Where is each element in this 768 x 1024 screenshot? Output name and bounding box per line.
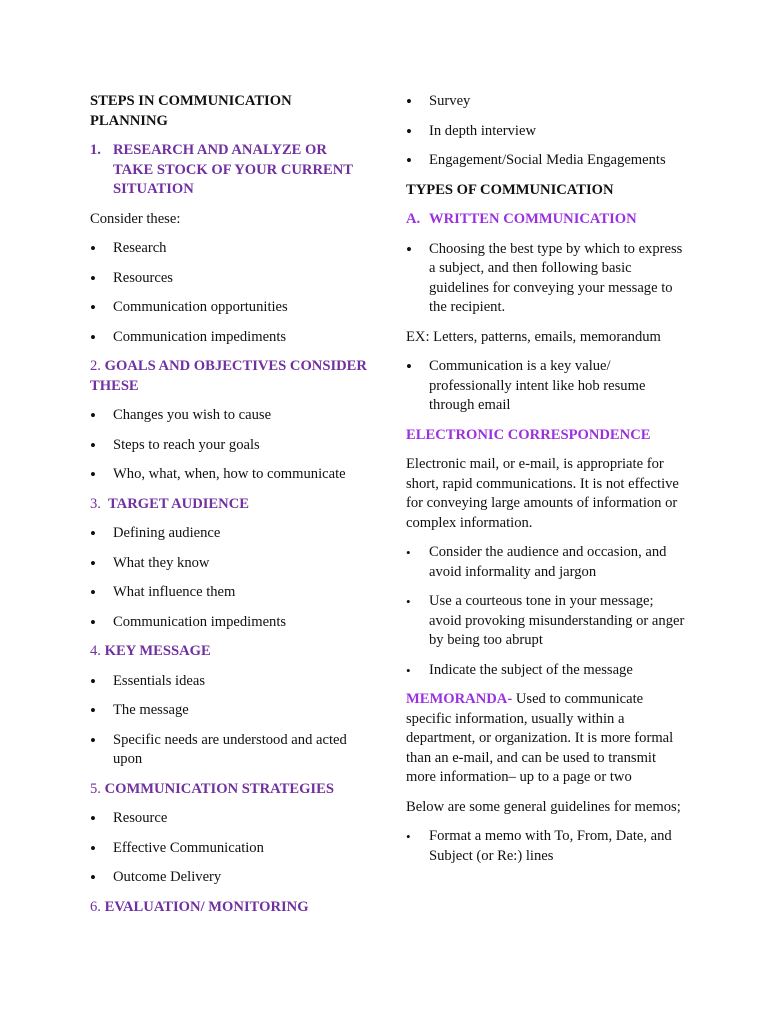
section-5-heading [90, 780, 370, 800]
section-1-number: 1. [90, 142, 101, 158]
list-item: • The message [90, 701, 370, 721]
types-title: TYPES OF COMMUNICATION [406, 181, 614, 198]
list-item: • Changes you wish to cause [90, 406, 370, 426]
list-item: • Format a memo with To, From, Date, and Subject (or Re:) lines [406, 827, 688, 866]
memoranda-paragraph [406, 690, 688, 788]
list-item: • Choosing the best type by which to express a subject, and then following basic guidelines for conveying your message to the recipient. [406, 240, 688, 318]
section-a-number: A. [406, 211, 421, 227]
examples-text: EX: Letters, patterns, emails, memorandum [406, 328, 661, 345]
right-column [406, 92, 688, 876]
list-item: • Use a courteous tone in your message; avoid provoking misunderstanding or anger by being too abrupt [406, 592, 688, 651]
research-methods-list [406, 92, 688, 171]
written-list-2 [406, 357, 688, 416]
list-item: • Essentials ideas [90, 672, 370, 692]
section-4-list [90, 672, 370, 770]
consider-text: Consider these: [90, 210, 181, 227]
section-1-text: RESEARCH AND ANALYZE OR TAKE STOCK OF YOUR CURRENT SITUATION [113, 142, 353, 197]
list-item: • Indicate the subject of the message [406, 661, 688, 681]
section-6-heading [90, 898, 370, 918]
list-item: • Communication opportunities [90, 298, 370, 318]
section-2-list [90, 406, 370, 485]
list-item: • Research [90, 239, 370, 259]
section-3-heading [90, 495, 370, 515]
list-item: • Communication impediments [90, 613, 370, 633]
section-a-text: WRITTEN COMMUNICATION [429, 211, 637, 227]
section-4-text: KEY MESSAGE [104, 643, 211, 659]
section-1-list [90, 239, 370, 347]
electronic-list [406, 543, 688, 680]
list-item: • Specific needs are understood and acted upon [90, 731, 370, 770]
section-6-text: EVALUATION/ MONITORING [104, 898, 309, 915]
list-item: • Resource [90, 809, 370, 829]
list-item: • What they know [90, 554, 370, 574]
section-3-text: TARGET AUDIENCE [108, 495, 249, 512]
section-3-list [90, 524, 370, 632]
section-5-text: COMMUNICATION STRATEGIES [104, 780, 334, 797]
guidelines-text: Below are some general guidelines for memos; [406, 798, 681, 815]
section-4-number: 4. [90, 643, 101, 659]
list-item: • Steps to reach your goals [90, 436, 370, 456]
section-2-text: GOALS AND OBJECTIVES CONSIDER THESE [90, 358, 367, 394]
list-item: • Resources [90, 269, 370, 289]
electronic-title: ELECTRONIC CORRESPONDENCE [406, 426, 651, 443]
list-item: • Outcome Delivery [90, 868, 370, 888]
list-item: • Survey [406, 92, 688, 112]
list-item: • Communication impediments [90, 328, 370, 348]
list-item: • Engagement/Social Media Engagements [406, 151, 688, 171]
section-a-heading [406, 210, 688, 230]
section-6-number: 6. [90, 898, 101, 915]
left-column [90, 92, 370, 927]
list-item: • Defining audience [90, 524, 370, 544]
section-1-heading [90, 141, 370, 200]
memo-list [406, 827, 688, 866]
section-5-list [90, 809, 370, 888]
section-3-number: 3. [90, 495, 101, 512]
list-item: • Who, what, when, how to communicate [90, 465, 370, 485]
section-5-number: 5. [90, 780, 101, 797]
list-item: • Communication is a key value/ professionally intent like hob resume through email [406, 357, 688, 416]
list-item: • What influence them [90, 583, 370, 603]
written-list-1 [406, 240, 688, 318]
section-4-heading [90, 642, 370, 662]
list-item: • Effective Communication [90, 839, 370, 859]
memoranda-label: MEMORANDA- [406, 691, 513, 707]
list-item: • In depth interview [406, 122, 688, 142]
doc-title: STEPS IN COMMUNICATION PLANNING [90, 93, 292, 129]
section-2-heading [90, 357, 370, 396]
memoranda-text: Used to communicate specific information, usually within a department, or organization. It is more formal than an e-mail, and can be used to transmit more information– up to a page or two [406, 691, 674, 785]
section-2-number: 2. [90, 358, 101, 374]
list-item: • Consider the audience and occasion, and avoid informality and jargon [406, 543, 688, 582]
electronic-paragraph: Electronic mail, or e-mail, is appropriate for short, rapid communications. It is not effective for conveying large amounts of information or complex information. [406, 456, 679, 531]
